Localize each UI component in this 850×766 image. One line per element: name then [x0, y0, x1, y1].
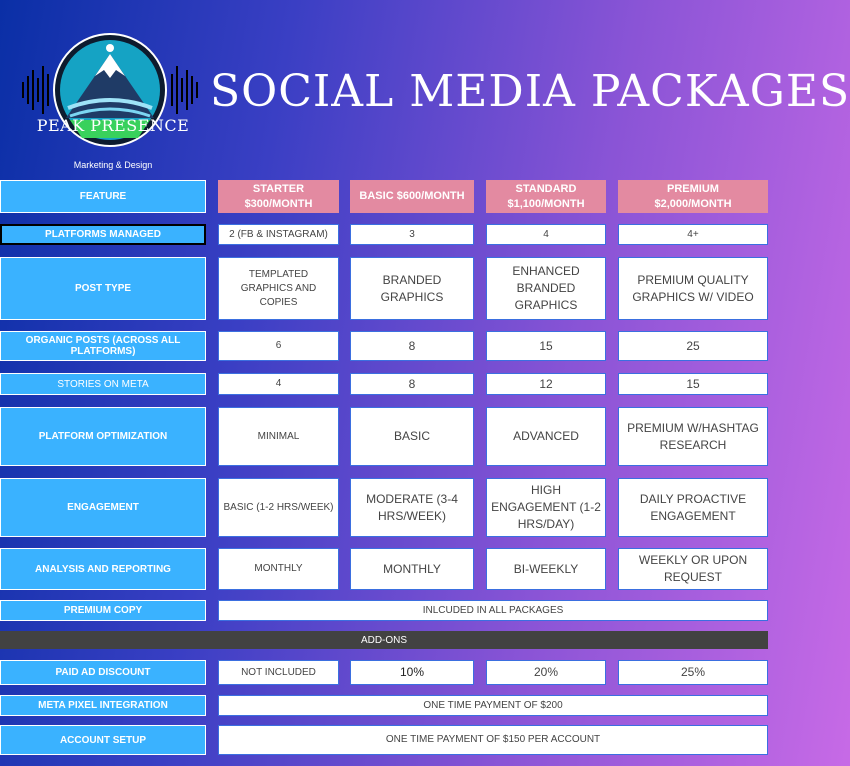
feature-account-setup: ACCOUNT SETUP — [0, 725, 206, 755]
starter-reporting: MONTHLY — [218, 548, 339, 590]
basic-stories: 8 — [350, 373, 474, 395]
header-premium: PREMIUM $2,000/MONTH — [618, 180, 768, 213]
feature-meta-pixel: META PIXEL INTEGRATION — [0, 695, 206, 716]
basic-platforms: 3 — [350, 224, 474, 245]
feature-platform-optimization: PLATFORM OPTIMIZATION — [0, 407, 206, 466]
header-feature: FEATURE — [0, 180, 206, 213]
feature-organic-posts: ORGANIC POSTS (ACROSS ALL PLATFORMS) — [0, 331, 206, 361]
standard-post-type: ENHANCED BRANDED GRAPHICS — [486, 257, 606, 320]
header-standard: STANDARD $1,100/MONTH — [486, 180, 606, 213]
starter-post-type: TEMPLATED GRAPHICS AND COPIES — [218, 257, 339, 320]
premium-platforms: 4+ — [618, 224, 768, 245]
standard-engagement: HIGH ENGAGEMENT (1-2 HRS/DAY) — [486, 478, 606, 537]
standard-stories: 12 — [486, 373, 606, 395]
starter-optimization: MINIMAL — [218, 407, 339, 466]
premium-organic-posts: 25 — [618, 331, 768, 361]
basic-engagement: MODERATE (3-4 HRS/WEEK) — [350, 478, 474, 537]
header-starter: STARTER $300/MONTH — [218, 180, 339, 213]
feature-platforms-managed: PLATFORMS MANAGED — [0, 224, 206, 245]
premium-engagement: DAILY PROACTIVE ENGAGEMENT — [618, 478, 768, 537]
starter-stories: 4 — [218, 373, 339, 395]
starter-platforms: 2 (FB & INSTAGRAM) — [218, 224, 339, 245]
starter-organic-posts: 6 — [218, 331, 339, 361]
feature-stories-on-meta: STORIES ON META — [0, 373, 206, 395]
premium-ad-discount: 25% — [618, 660, 768, 685]
basic-organic-posts: 8 — [350, 331, 474, 361]
header-basic: BASIC $600/MONTH — [350, 180, 474, 213]
basic-post-type: BRANDED GRAPHICS — [350, 257, 474, 320]
premium-post-type: PREMIUM QUALITY GRAPHICS W/ VIDEO — [618, 257, 768, 320]
feature-analysis-reporting: ANALYSIS AND REPORTING — [0, 548, 206, 590]
brand-tagline: Marketing & Design — [73, 160, 153, 170]
feature-engagement: ENGAGEMENT — [0, 478, 206, 537]
feature-paid-ad-discount: PAID AD DISCOUNT — [0, 660, 206, 685]
meta-pixel-all: ONE TIME PAYMENT OF $200 — [218, 695, 768, 716]
standard-ad-discount: 20% — [486, 660, 606, 685]
brand-name: PEAK PRESENCE — [36, 116, 190, 135]
brand-logo — [20, 30, 200, 178]
standard-platforms: 4 — [486, 224, 606, 245]
basic-optimization: BASIC — [350, 407, 474, 466]
addons-section-header: ADD-ONS — [0, 631, 768, 649]
page-title: SOCIAL MEDIA PACKAGES — [210, 66, 850, 117]
standard-optimization: ADVANCED — [486, 407, 606, 466]
basic-ad-discount: 10% — [350, 660, 474, 685]
premium-reporting: WEEKLY OR UPON REQUEST — [618, 548, 768, 590]
feature-post-type: POST TYPE — [0, 257, 206, 320]
standard-organic-posts: 15 — [486, 331, 606, 361]
basic-reporting: MONTHLY — [350, 548, 474, 590]
account-setup-all: ONE TIME PAYMENT OF $150 PER ACCOUNT — [218, 725, 768, 755]
feature-premium-copy: PREMIUM COPY — [0, 600, 206, 621]
premium-copy-all: INLCUDED IN ALL PACKAGES — [218, 600, 768, 621]
standard-reporting: BI-WEEKLY — [486, 548, 606, 590]
starter-ad-discount: NOT INCLUDED — [218, 660, 339, 685]
starter-engagement: BASIC (1-2 HRS/WEEK) — [218, 478, 339, 537]
premium-stories: 15 — [618, 373, 768, 395]
premium-optimization: PREMIUM W/HASHTAG RESEARCH — [618, 407, 768, 466]
